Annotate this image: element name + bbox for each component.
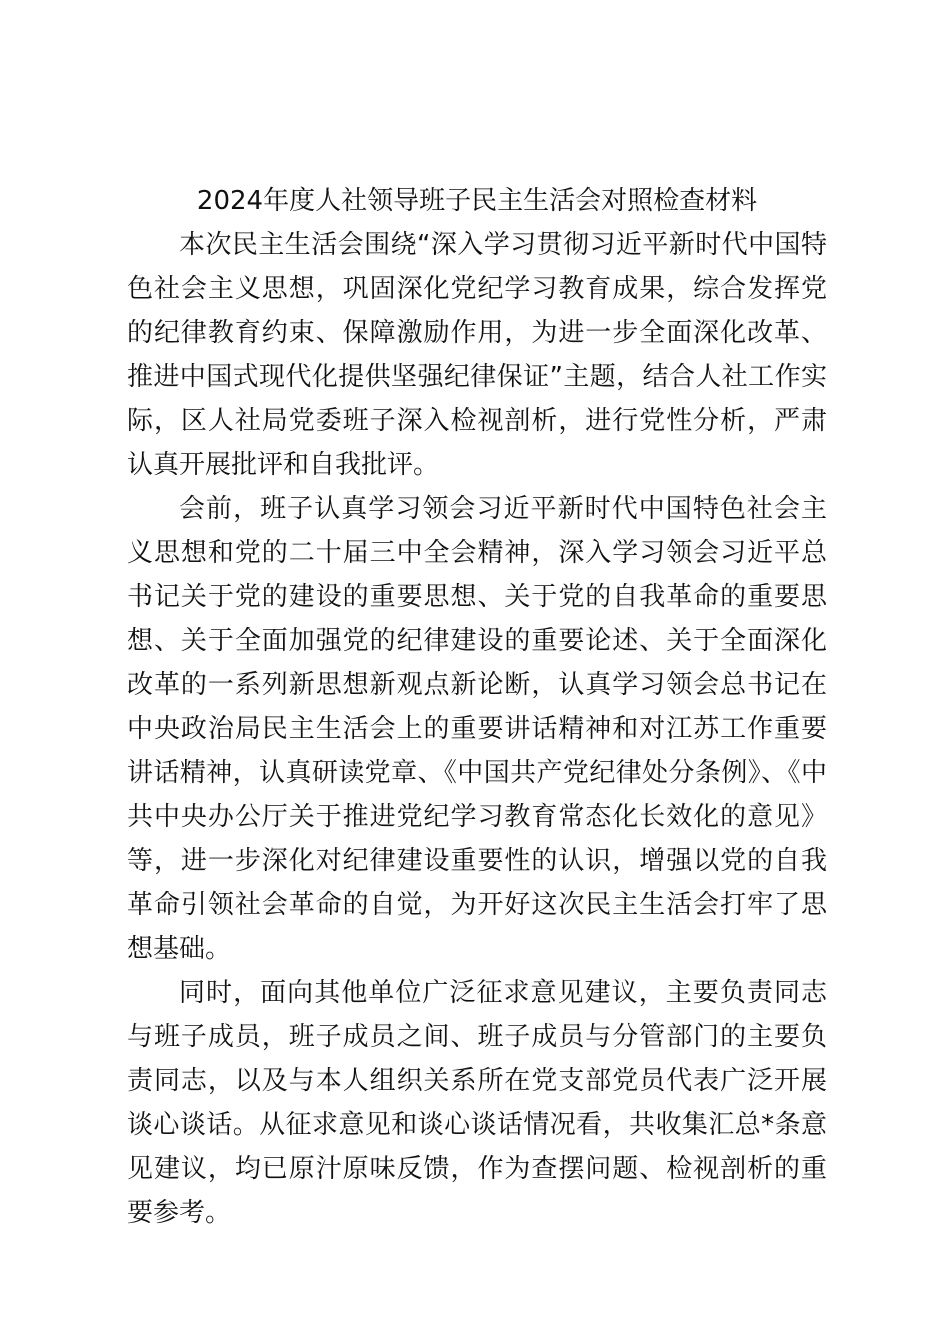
paragraph-intro: 本次民主生活会围绕“深入学习贯彻习近平新时代中国特色社会主义思想，巩固深化党纪学习教育成果，综合发挥党的纪律教育约束、保障激励作用，为进一步全面深化改革、推进中国式现代化提供坚强纪律保证”主题，结合人社工作实际，区人社局党委班子深入检视剖析，进行党性分析，严肃认真开展批评和自我批评。	[127, 230, 827, 480]
document-body	[127, 179, 827, 1235]
paragraph-preparation: 会前，班子认真学习领会习近平新时代中国特色社会主义思想和党的二十届三中全会精神，深入学习领会习近平总书记关于党的建设的重要思想、关于党的自我革命的重要思想、关于全面加强党的纪律建设的重要论述、关于全面深化改革的一系列新思想新观点新论断，认真学习领会总书记在中央政治局民主生活会上的重要讲话精神和对江苏工作重要讲话精神，认真研读党章、《中国共产党纪律处分条例》、《中共中央办公厅关于推进党纪学习教育常态化长效化的意见》等，进一步深化对纪律建设重要性的认识，增强以党的自我革命引领社会革命的自觉，为开好这次民主生活会打牢了思想基础。	[127, 494, 827, 964]
paragraph-feedback: 同时，面向其他单位广泛征求意见建议，主要负责同志与班子成员，班子成员之间、班子成员与分管部门的主要负责同志，以及与本人组织关系所在党支部党员代表广泛开展谈心谈话。从征求意见和谈心谈话情况看，共收集汇总*条意见建议，均已原汁原味反馈，作为查摆问题、检视剖析的重要参考。	[127, 978, 827, 1228]
document-title: 2024年度人社领导班子民主生活会对照检查材料	[196, 186, 758, 216]
